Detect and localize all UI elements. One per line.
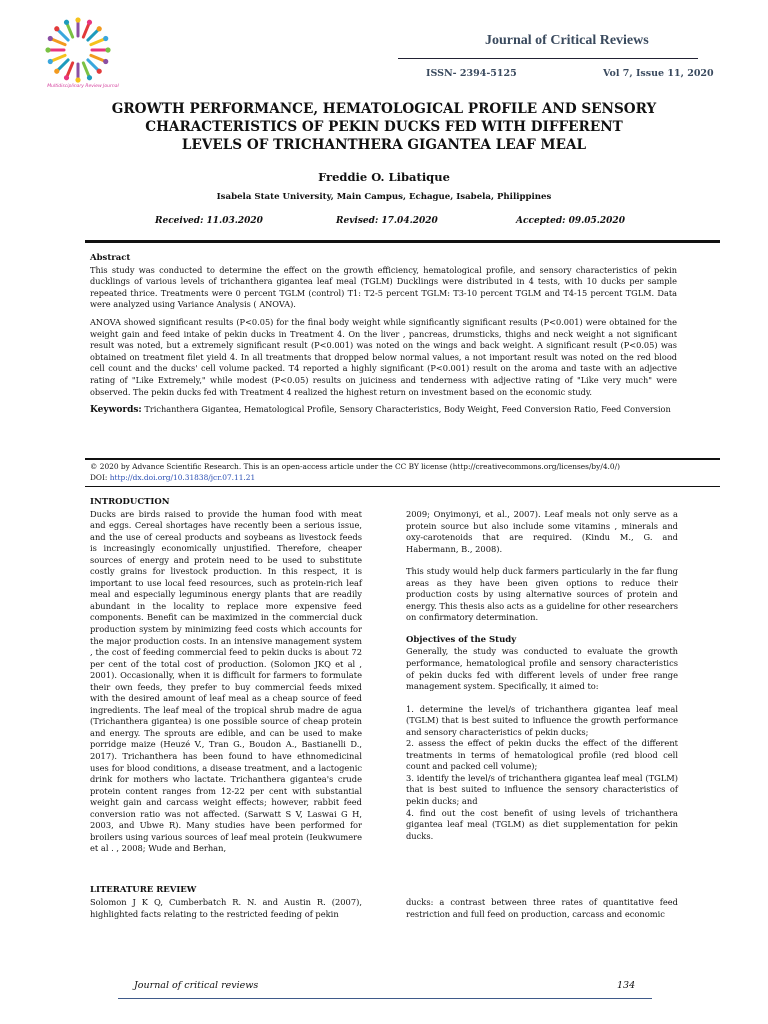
objectives-intro: Generally, the study was conducted to evaluate the growth performance, hematological profile and sensory characteristics of pekin ducks fed with different levels of under free range management system. Specifically, it aimed to: <box>406 646 678 692</box>
journal-name: Journal of Critical Reviews <box>485 33 649 48</box>
page-number: 134 <box>617 980 636 991</box>
objective-item: 4. find out the cost benefit of using levels of trichanthera gigantea leaf meal (TGLM) as diet supplementation for pekin ducks. <box>406 807 678 841</box>
objectives-heading: Objectives of the Study <box>406 634 517 645</box>
objective-item: 1. determine the level/s of trichanthera gigantea leaf meal (TGLM) that is best suited to influence the growth performance and sensory characteristics of pekin ducks; <box>406 703 678 737</box>
objective-item: 3. identify the level/s of trichanthera gigantea leaf meal (TGLM) that is best suited to influence the sensory characteristics of pekin ducks; and <box>406 772 678 807</box>
logo-dot <box>105 47 110 52</box>
abstract-heading: Abstract <box>90 253 131 263</box>
introduction-section <box>90 497 362 855</box>
footer-journal-name: Journal of critical reviews <box>134 980 259 991</box>
doi-line <box>90 473 690 484</box>
author-name: Freddie O. Libatique <box>318 170 450 184</box>
logo-caption: Multidisciplinary Review Journal <box>47 84 119 89</box>
right-column <box>406 509 678 842</box>
logo-dot <box>54 26 59 31</box>
affiliation: Isabela State University, Main Campus, Echague, Isabela, Philippines <box>216 192 552 202</box>
objective-item: 2. assess the effect of pekin ducks the effect of the different treatments in terms of hematological profile (red blood cell count and packed cell volume); <box>406 738 678 772</box>
license-text: © 2020 by Advance Scientific Research. This is an open-access article under the CC BY license (http://creativecommons.org/licenses/by/4.0/) <box>90 462 620 471</box>
logo-dot <box>87 20 92 25</box>
license-top-rule <box>85 458 720 460</box>
logo-dot <box>48 59 53 64</box>
keywords-label: Keywords: <box>90 405 142 416</box>
logo-dot <box>87 75 92 80</box>
doi-label: DOI: <box>90 472 108 482</box>
logo-dot <box>54 69 59 74</box>
logo-dot <box>103 59 108 64</box>
logo-dot <box>64 75 69 80</box>
introduction-heading: INTRODUCTION <box>90 497 170 507</box>
logo-dot <box>64 20 69 25</box>
intro-continuation: 2009; Onyimonyi, et al., 2007). Leaf meals not only serve as a protein source but also include some vitamins , minerals and oxy-carotenoids that are required. (Kindu M., G. and Habermann, B., 2008). <box>406 509 678 554</box>
journal-logo <box>30 12 130 94</box>
accepted-date: Accepted: 09.05.2020 <box>516 216 625 226</box>
title-line: CHARACTERISTICS OF PEKIN DUCKS FED WITH DIFFERENT <box>145 119 623 135</box>
article-title <box>60 100 708 154</box>
received-date: Received: 11.03.2020 <box>155 216 263 226</box>
logo-dot <box>103 36 108 41</box>
keywords-text: Trichanthera Gigantea, Hematological Profile, Sensory Characteristics, Body Weight, Feed Conversion Ratio, Feed Conversion <box>144 404 671 415</box>
abstract-top-rule <box>85 240 720 243</box>
footer-divider <box>118 998 652 999</box>
license-block <box>90 462 690 483</box>
literature-text-left: Solomon J K Q, Cumberbatch R. N. and Austin R. (2007), highlighted facts relating to the restricted feeding of pekin <box>90 897 362 919</box>
logo-dot <box>75 77 80 82</box>
abstract-paragraph: ANOVA showed significant results (P<0.05) for the final body weight while significantly significant results (P<0.001) were obtained for the weight gain and feed intake of pekin ducks in Treatment 4. On the liver , pancreas, drumsticks, thighs and neck weight a not significant result was noted, but a extremely significant result (P<0.001) was noted on the wings and back weight. A significant result (P<0.05) was obtained on treatment filet yield 4. In all treatments that dropped below normal values, a not important result was noted on the red blood cell count and the ducks' cell volume packed. T4 reported a highly significant (P<0.001) result on the aroma and taste with an adjective rating of "Like Extremely," while modest (P<0.05) results on juiciness and tenderness with adjective rating of "Like very much" were observed. The pekin ducks fed with Treatment 4 realized the highest return on investment based on the economic study. <box>90 316 677 397</box>
logo-dot <box>97 69 102 74</box>
doi-link[interactable]: http://dx.doi.org/10.31838/jcr.07.11.21 <box>109 472 256 482</box>
issn: ISSN- 2394-5125 <box>426 68 517 79</box>
intro-paragraph-2: This study would help duck farmers particularly in the far flung areas as they have been given options to reduce their production costs by using alternative sources of protein and energy. This thesis also acts as a guideline for other researchers on confirmatory determination. <box>406 566 678 623</box>
keywords <box>90 404 677 417</box>
abstract-paragraph: This study was conducted to determine the effect on the growth efficiency, hematological profile, and sensory characteristics of pekin ducklings of various levels of trichanthera gigantea leaf meal (TGLM) Ducklings were distributed in 4 tests, with 10 ducks per sample repeated thrice. Treatments were 0 percent TGLM (control) T1: T2-5 percent TGLM: T3-10 percent TGLM and T4-15 percent TGLM. Data were analyzed using Variance Analysis ( ANOVA). <box>90 264 677 310</box>
volume-issue: Vol 7, Issue 11, 2020 <box>603 68 714 79</box>
abstract-section <box>90 253 677 417</box>
literature-text-right: ducks: a contrast between three rates of quantitative feed restriction and full feed on production, carcass and economic <box>406 897 678 919</box>
logo-dot <box>75 17 80 22</box>
title-line: LEVELS OF TRICHANTHERA GIGANTEA LEAF MEAL <box>181 137 587 153</box>
logo-dot <box>48 36 53 41</box>
title-line: GROWTH PERFORMANCE, HEMATOLOGICAL PROFILE AND SENSORY <box>111 101 657 117</box>
introduction-text: Ducks are birds raised to provide the human food with meat and eggs. Cereal shortages have recently been a serious issue, and the use of cereal products and soybeans as livestock feeds is increasingly economically unjustified. Therefore, cheaper sources of energy and protein need to be used to substitute costly grains for livestock production. In this respect, it is important to use local feed resources, such as protein-rich leaf meal and especially leguminous energy plants that are readily abundant in the locality to replace more expensive feed components. Benefit can be maximized in the commercial duck production system by minimizing feed costs which accounts for the major production costs. In an intensive management system , the cost of feeding commercial feed to pekin ducks is about 72 per cent of the total cost of production. (Solomon JKQ et al , 2001). Occasionally, when it is difficult for farmers to formulate their own feeds, they prefer to buy commercial feeds mixed with the desired amount of leaf meal as a cheap source of feed ingredients. The leaf meal of the tropical shrub madre de agua (Trichanthera gigantea) is one possible source of cheap protein and energy. The sprouts are edible, and can be used to make porridge maize (Heuzé V., Tran G., Boudon A., Bastianelli D., 2017). Trichanthera has been found to have ethnomedicinal uses for blood conditions, a disease treatment, and a lactogenic drink for mothers who lactate. Trichanthera gigantea's crude protein content ranges from 12-22 per cent with substantial weight gain and carcass weight effects; however, rabbit feed conversion ratio was not affected. (Sarwatt S V, Laswai G H, 2003, and Ubwe R). Many studies have been performed for broilers using various sources of leaf meal protein (Ieukwumere et al . , 2008; Wude and Berhan, <box>90 508 362 854</box>
literature-heading: LITERATURE REVIEW <box>90 885 197 895</box>
revised-date: Revised: 17.04.2020 <box>336 216 438 226</box>
logo-dot <box>97 26 102 31</box>
logo-center <box>71 43 85 57</box>
logo-dot <box>45 47 50 52</box>
header-divider <box>398 58 698 59</box>
license-bottom-rule <box>85 486 720 487</box>
